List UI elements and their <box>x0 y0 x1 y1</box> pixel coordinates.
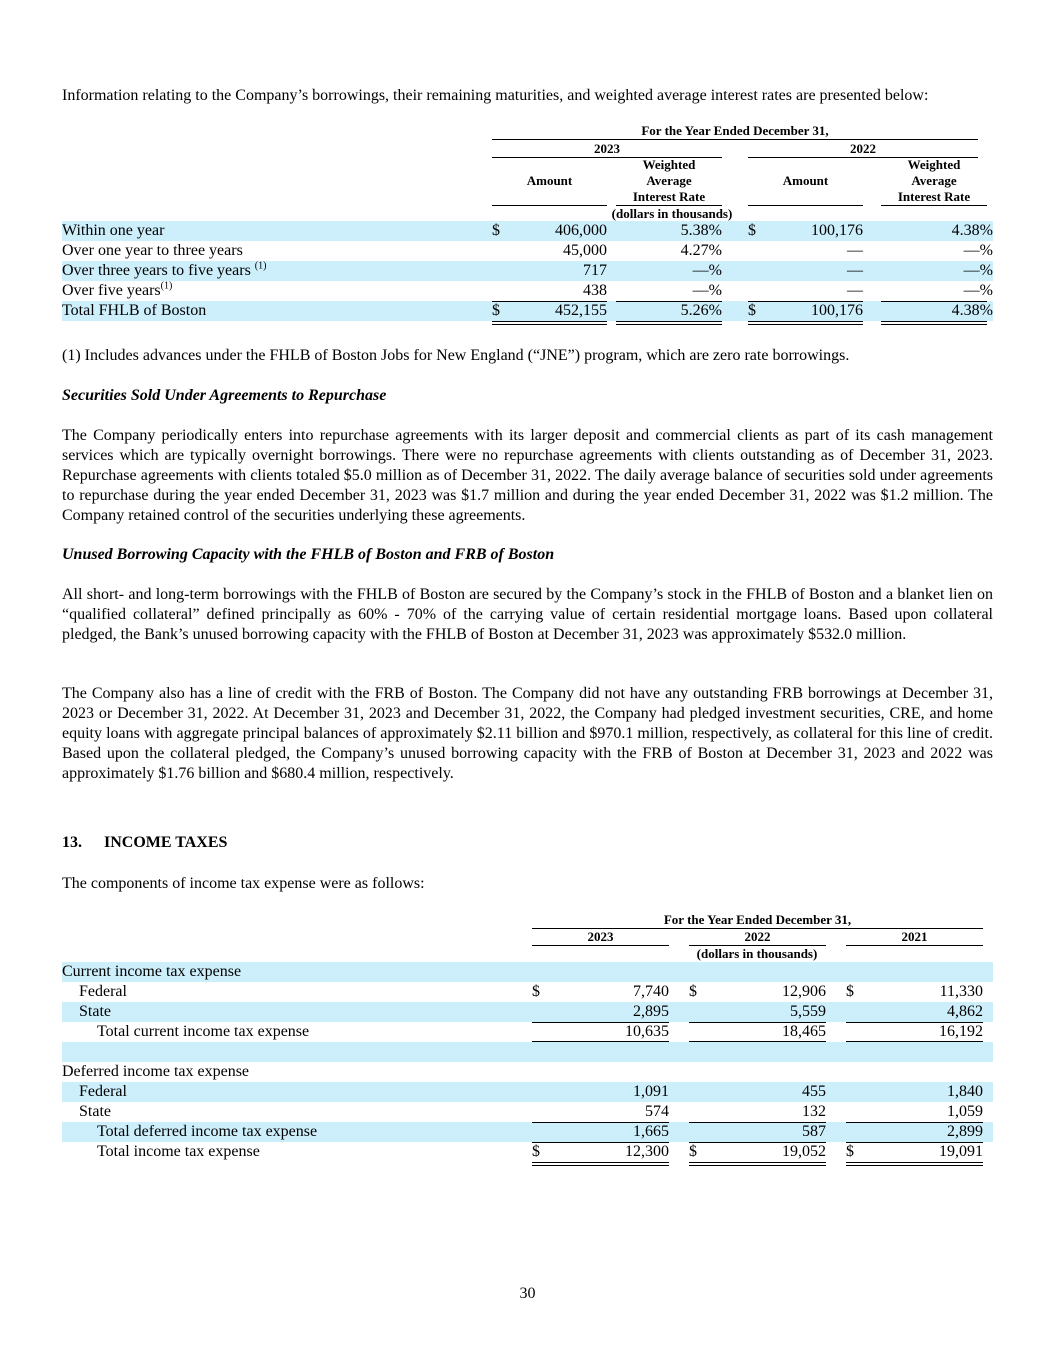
subtotal-rule <box>689 1122 826 1123</box>
row-label <box>62 261 266 281</box>
value-2021: 1,059 <box>947 1103 983 1120</box>
subtotal-rule <box>616 301 722 302</box>
amount-2023: 452,155 <box>555 302 607 319</box>
total-double-rule <box>532 1162 669 1166</box>
row-label-text: Over five years <box>62 282 161 299</box>
col-rate-2022-l3: Interest Rate <box>897 189 971 204</box>
value-2022: 18,465 <box>782 1023 826 1040</box>
value-2022: 132 <box>802 1103 826 1120</box>
subtotal-rule <box>532 1142 669 1143</box>
table-row <box>62 1122 993 1142</box>
table-row <box>62 1102 993 1122</box>
section-title-repurchase: Securities Sold Under Agreements to Repurchase <box>62 387 387 404</box>
section-heading-income-taxes <box>62 833 227 853</box>
rate-2023: 5.26% <box>680 302 722 319</box>
table-row <box>62 1082 993 1102</box>
row-label-text: Over one year to three years <box>62 242 243 259</box>
value-2023: 1,091 <box>633 1083 669 1100</box>
header-rule <box>748 205 863 206</box>
value-2022: 19,052 <box>782 1143 826 1160</box>
value-2022: 587 <box>802 1123 826 1140</box>
value-2023: 12,300 <box>625 1143 669 1160</box>
table-row <box>62 1142 993 1162</box>
table-row <box>62 1022 993 1042</box>
value-2023: 10,635 <box>625 1023 669 1040</box>
table-row <box>62 1042 993 1062</box>
section-body-repurchase: The Company periodically enters into repurchase agreements with its larger deposit and commercial clients as part of its cash management services which are typically overnight borrowings. There were no repurchase agreements with clients outstanding as of December 31, 2023. Repurchase agreements with clients totaled $5.0 million as of December 31, 2022. The daily average balance of securities sold under agreements to repurchase during the year ended December 31, 2023 was $1.7 million and during the year ended December 31, 2022 was $1.2 million. The Company retained control of the securities underlying these agreements. <box>62 427 993 524</box>
value-2021: 4,862 <box>947 1003 983 1020</box>
subtotal-rule <box>846 1022 983 1023</box>
value-2023 <box>547 1062 669 1082</box>
income-taxes-intro: The components of income tax expense were as follows: <box>62 875 425 892</box>
value-2022 <box>704 1042 826 1062</box>
subtotal-rule <box>532 1122 669 1123</box>
value-2023: 7,740 <box>633 983 669 1000</box>
currency-sign: $ <box>492 222 500 239</box>
header-rule <box>881 205 987 206</box>
currency-sign: $ <box>532 1143 540 1160</box>
table-row <box>62 241 993 261</box>
currency-sign: $ <box>532 983 540 1000</box>
section-heading-text: INCOME TAXES <box>104 834 228 851</box>
col-amount-2023: Amount <box>526 173 573 188</box>
amount-2022: — <box>847 262 863 279</box>
total-double-rule <box>846 1162 983 1166</box>
section-title-capacity: Unused Borrowing Capacity with the FHLB of Boston and FRB of Boston <box>62 546 555 563</box>
row-label: Current income tax expense <box>62 963 242 980</box>
col-rate-2022-l1: Weighted <box>907 157 961 172</box>
amount-2023: 717 <box>583 262 607 279</box>
rate-2022: —% <box>963 242 993 259</box>
rate-2022: —% <box>963 282 993 299</box>
value-2021 <box>861 1062 983 1082</box>
row-label: Total deferred income tax expense <box>97 1123 318 1140</box>
page-number: 30 <box>519 1285 536 1302</box>
total-double-rule <box>492 321 607 325</box>
row-label: Total income tax expense <box>97 1143 260 1160</box>
section-capacity-paragraph-1: All short- and long-term borrowings with the FHLB of Boston are secured by the Company’s stock in the FHLB of Boston and a blanket lien on “qualified collateral” defined principally as 60% - 70% of the carrying value of certain residential mortgage loans. Based upon collateral pledged, the Bank’s unused borrowing capacity with the FHLB of Boston at December 31, 2023 was approximately $532.0 million. <box>62 586 993 643</box>
table-row <box>62 301 993 321</box>
table-row <box>62 1002 993 1022</box>
col-amount-2022: Amount <box>782 173 829 188</box>
rate-2023: —% <box>692 262 722 279</box>
value-2021 <box>861 962 983 982</box>
row-label <box>62 221 164 241</box>
table-row <box>62 1062 993 1082</box>
year-header-2023: 2023 <box>594 141 620 156</box>
value-2021 <box>861 1042 983 1062</box>
value-2022 <box>704 1062 826 1082</box>
header-rule <box>846 945 983 946</box>
rate-2022: 4.38% <box>951 302 993 319</box>
rate-2023: 5.38% <box>680 222 722 239</box>
subtotal-rule <box>846 1142 983 1143</box>
units-label: (dollars in thousands) <box>696 946 818 961</box>
row-label: State <box>79 1003 111 1020</box>
value-2023: 574 <box>645 1103 669 1120</box>
value-2022: 5,559 <box>790 1003 826 1020</box>
total-double-rule <box>616 321 722 325</box>
units-label: (dollars in thousands) <box>611 206 733 221</box>
subtotal-rule <box>532 1022 669 1023</box>
total-double-rule <box>881 321 987 325</box>
footnote: (1) Includes advances under the FHLB of Boston Jobs for New England (“JNE”) program, which are zero rate borrowings. <box>62 347 850 364</box>
currency-sign: $ <box>689 1143 697 1160</box>
table-row <box>62 982 993 1002</box>
col-rate-2023-l3: Interest Rate <box>632 189 706 204</box>
subtotal-rule <box>748 301 863 302</box>
year-header-2023: 2023 <box>587 929 614 944</box>
currency-sign: $ <box>689 983 697 1000</box>
amount-2022: — <box>847 282 863 299</box>
row-label: Federal <box>79 1083 127 1100</box>
amount-2023: 45,000 <box>563 242 607 259</box>
footnote-marker: (1) <box>254 260 267 272</box>
value-2023: 2,895 <box>633 1003 669 1020</box>
row-label: Deferred income tax expense <box>62 1063 250 1080</box>
header-rule <box>492 139 978 140</box>
table-row <box>62 261 993 281</box>
amount-2023: 438 <box>583 282 607 299</box>
row-label-text: Total FHLB of Boston <box>62 302 207 319</box>
subtotal-rule <box>881 301 987 302</box>
amount-2023: 406,000 <box>555 222 607 239</box>
subtotal-rule <box>492 301 607 302</box>
subtotal-rule <box>689 1142 826 1143</box>
subtotal-rule <box>689 1022 826 1023</box>
period-header: For the Year Ended December 31, <box>663 912 852 927</box>
header-rule <box>532 945 669 946</box>
row-label <box>62 301 206 321</box>
row-label: Federal <box>79 983 127 1000</box>
currency-sign: $ <box>748 302 756 319</box>
row-label: State <box>79 1103 111 1120</box>
total-double-rule <box>689 1162 826 1166</box>
row-label <box>62 241 243 261</box>
amount-2022: 100,176 <box>811 302 863 319</box>
section-number: 13. <box>62 834 82 851</box>
row-label-text: Over three years to five years <box>62 262 255 279</box>
year-header-2021: 2021 <box>901 929 928 944</box>
value-2023: 1,665 <box>633 1123 669 1140</box>
intro-paragraph: Information relating to the Company’s borrowings, their remaining maturities, and weighted average interest rates are presented below: <box>62 87 929 104</box>
rate-2022: 4.38% <box>951 222 993 239</box>
currency-sign: $ <box>748 222 756 239</box>
value-2023 <box>547 962 669 982</box>
row-label: Total current income tax expense <box>97 1023 310 1040</box>
currency-sign: $ <box>492 302 500 319</box>
section-capacity-paragraph-2: The Company also has a line of credit with the FRB of Boston. The Company did not have any outstanding FRB borrowings at December 31, 2023 or December 31, 2022. At December 31, 2023 and December 31, 2022, the Company had pledged investment securities, CRE, and home equity loans with aggregate principal balances of approximately $2.11 billion and $970.1 million, respectively, as collateral for this line of credit. Based upon the collateral pledged, the Company’s unused borrowing capacity with the FRB of Boston at December 31, 2023 and 2022 was approximately $1.76 billion and $680.4 million, respectively. <box>62 685 993 782</box>
subtotal-rule <box>689 1041 826 1042</box>
footnote-marker: (1) <box>160 280 173 292</box>
currency-sign: $ <box>846 1143 854 1160</box>
col-rate-2022-l2: Average <box>911 173 957 188</box>
table-row <box>62 281 993 301</box>
col-rate-2023-l2: Average <box>646 173 692 188</box>
total-double-rule <box>748 321 863 325</box>
value-2021: 16,192 <box>939 1023 983 1040</box>
subtotal-rule <box>846 1122 983 1123</box>
subtotal-rule <box>532 1041 669 1042</box>
amount-2022: — <box>847 242 863 259</box>
value-2021: 1,840 <box>947 1083 983 1100</box>
value-2023 <box>547 1042 669 1062</box>
value-2021: 19,091 <box>939 1143 983 1160</box>
period-header: For the Year Ended December 31, <box>641 123 829 138</box>
rate-2023: —% <box>692 282 722 299</box>
value-2022 <box>704 962 826 982</box>
year-header-2022: 2022 <box>850 141 876 156</box>
year-header-2022: 2022 <box>744 929 771 944</box>
subtotal-rule <box>846 1041 983 1042</box>
amount-2022: 100,176 <box>811 222 863 239</box>
rate-2023: 4.27% <box>680 242 722 259</box>
col-rate-2023-l1: Weighted <box>642 157 696 172</box>
rate-2022: —% <box>963 262 993 279</box>
table-row <box>62 962 993 982</box>
currency-sign: $ <box>846 983 854 1000</box>
table-row <box>62 221 993 241</box>
row-label-text: Within one year <box>62 222 165 239</box>
value-2021: 2,899 <box>947 1123 983 1140</box>
row-label <box>62 281 172 301</box>
value-2021: 11,330 <box>939 983 983 1000</box>
value-2022: 12,906 <box>782 983 826 1000</box>
value-2022: 455 <box>802 1083 826 1100</box>
